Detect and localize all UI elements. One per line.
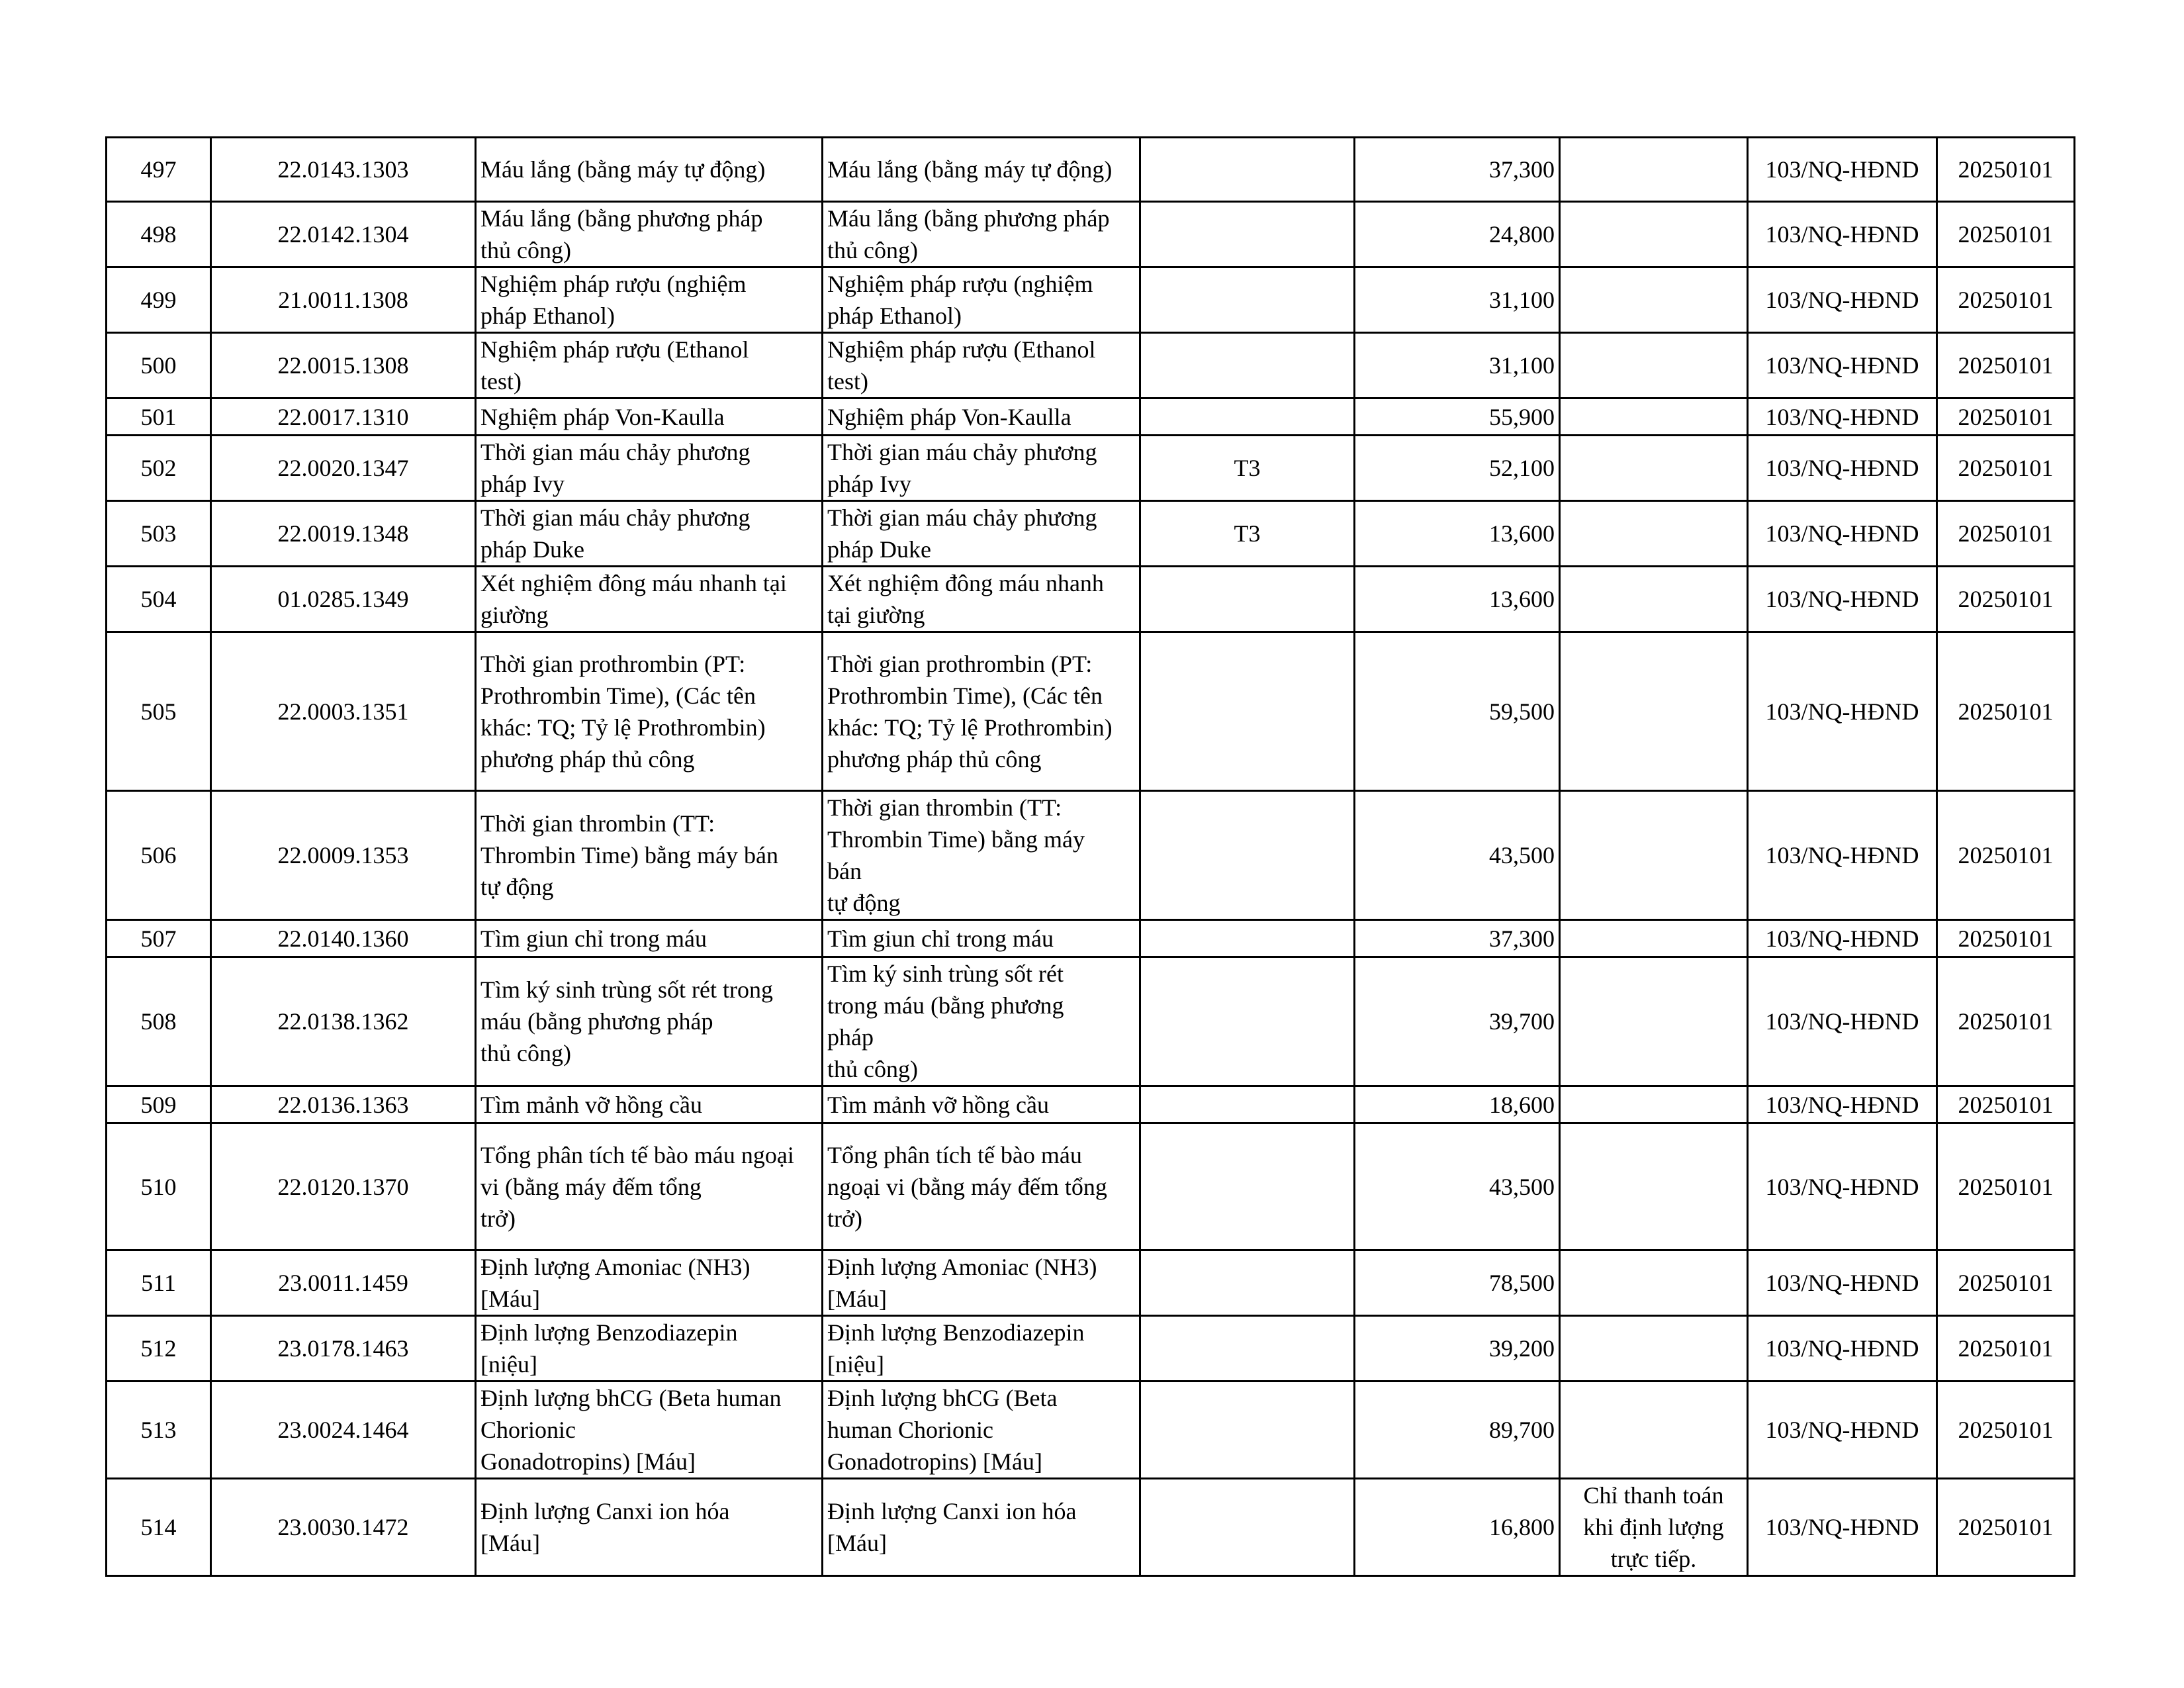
service-name-approved: Xét nghiệm đông máu nhanh tại giường xyxy=(823,567,1140,632)
resolution-number: 103/NQ-HĐND xyxy=(1748,436,1937,501)
service-note xyxy=(1560,501,1748,567)
table-row xyxy=(107,632,2075,791)
service-price: 39,700 xyxy=(1355,957,1560,1086)
service-class xyxy=(1140,267,1355,333)
service-name-approved: Tìm giun chỉ trong máu xyxy=(823,920,1140,957)
service-name: Máu lắng (bằng phương pháp thủ công) xyxy=(476,202,823,267)
resolution-number: 103/NQ-HĐND xyxy=(1748,267,1937,333)
table-row xyxy=(107,501,2075,567)
service-price: 78,500 xyxy=(1355,1250,1560,1316)
service-price: 16,800 xyxy=(1355,1479,1560,1576)
row-number: 513 xyxy=(107,1382,211,1479)
effective-date: 20250101 xyxy=(1937,567,2075,632)
service-name: Tìm mảnh vỡ hồng cầu xyxy=(476,1086,823,1123)
service-name-approved: Định lượng Benzodiazepin [niệu] xyxy=(823,1316,1140,1382)
resolution-number: 103/NQ-HĐND xyxy=(1748,791,1937,920)
service-code: 22.0009.1353 xyxy=(211,791,476,920)
effective-date: 20250101 xyxy=(1937,501,2075,567)
service-price: 37,300 xyxy=(1355,138,1560,202)
row-number: 500 xyxy=(107,333,211,399)
service-name-approved: Tìm mảnh vỡ hồng cầu xyxy=(823,1086,1140,1123)
effective-date: 20250101 xyxy=(1937,632,2075,791)
effective-date: 20250101 xyxy=(1937,333,2075,399)
effective-date: 20250101 xyxy=(1937,1479,2075,1576)
service-name-approved: Tìm ký sinh trùng sốt rét trong máu (bằng phương pháp thủ công) xyxy=(823,957,1140,1086)
service-name-approved: Định lượng Amoniac (NH3) [Máu] xyxy=(823,1250,1140,1316)
service-code: 23.0011.1459 xyxy=(211,1250,476,1316)
service-note xyxy=(1560,436,1748,501)
table-row xyxy=(107,436,2075,501)
service-note xyxy=(1560,791,1748,920)
resolution-number: 103/NQ-HĐND xyxy=(1748,920,1937,957)
service-code: 22.0142.1304 xyxy=(211,202,476,267)
service-name: Tổng phân tích tế bào máu ngoại vi (bằng máy đếm tổng trở) xyxy=(476,1123,823,1250)
effective-date: 20250101 xyxy=(1937,436,2075,501)
resolution-number: 103/NQ-HĐND xyxy=(1748,1316,1937,1382)
row-number: 505 xyxy=(107,632,211,791)
service-code: 22.0136.1363 xyxy=(211,1086,476,1123)
service-price: 55,900 xyxy=(1355,399,1560,436)
table-row xyxy=(107,1316,2075,1382)
service-note xyxy=(1560,1250,1748,1316)
service-price: 52,100 xyxy=(1355,436,1560,501)
row-number: 501 xyxy=(107,399,211,436)
service-price: 59,500 xyxy=(1355,632,1560,791)
resolution-number: 103/NQ-HĐND xyxy=(1748,632,1937,791)
service-name: Thời gian thrombin (TT: Thrombin Time) bằng máy bán tự động xyxy=(476,791,823,920)
effective-date: 20250101 xyxy=(1937,791,2075,920)
service-class xyxy=(1140,791,1355,920)
row-number: 509 xyxy=(107,1086,211,1123)
service-class xyxy=(1140,957,1355,1086)
service-name-approved: Thời gian prothrombin (PT: Prothrombin Time), (Các tên khác: TQ; Tỷ lệ Prothrombin) phương pháp thủ công xyxy=(823,632,1140,791)
service-code: 22.0120.1370 xyxy=(211,1123,476,1250)
table-row xyxy=(107,1479,2075,1576)
service-code: 22.0017.1310 xyxy=(211,399,476,436)
service-note xyxy=(1560,632,1748,791)
service-name: Xét nghiệm đông máu nhanh tại giường xyxy=(476,567,823,632)
service-price: 31,100 xyxy=(1355,267,1560,333)
service-code: 22.0015.1308 xyxy=(211,333,476,399)
service-note xyxy=(1560,1086,1748,1123)
service-name-approved: Nghiệm pháp Von-Kaulla xyxy=(823,399,1140,436)
service-class xyxy=(1140,333,1355,399)
row-number: 502 xyxy=(107,436,211,501)
table-row xyxy=(107,1123,2075,1250)
price-table xyxy=(105,136,2075,1577)
row-number: 508 xyxy=(107,957,211,1086)
effective-date: 20250101 xyxy=(1937,138,2075,202)
service-name: Định lượng Benzodiazepin [niệu] xyxy=(476,1316,823,1382)
service-price: 24,800 xyxy=(1355,202,1560,267)
table-row xyxy=(107,267,2075,333)
service-class xyxy=(1140,567,1355,632)
row-number: 503 xyxy=(107,501,211,567)
row-number: 497 xyxy=(107,138,211,202)
service-class: T3 xyxy=(1140,436,1355,501)
service-name: Nghiệm pháp Von-Kaulla xyxy=(476,399,823,436)
resolution-number: 103/NQ-HĐND xyxy=(1748,957,1937,1086)
service-name-approved: Thời gian máu chảy phương pháp Duke xyxy=(823,501,1140,567)
row-number: 511 xyxy=(107,1250,211,1316)
service-price: 89,700 xyxy=(1355,1382,1560,1479)
service-note xyxy=(1560,567,1748,632)
row-number: 506 xyxy=(107,791,211,920)
service-name: Tìm giun chỉ trong máu xyxy=(476,920,823,957)
service-name: Thời gian máu chảy phương pháp Duke xyxy=(476,501,823,567)
effective-date: 20250101 xyxy=(1937,1382,2075,1479)
service-price: 13,600 xyxy=(1355,501,1560,567)
service-note xyxy=(1560,138,1748,202)
effective-date: 20250101 xyxy=(1937,267,2075,333)
service-price: 43,500 xyxy=(1355,791,1560,920)
table-row xyxy=(107,399,2075,436)
service-code: 23.0030.1472 xyxy=(211,1479,476,1576)
effective-date: 20250101 xyxy=(1937,1086,2075,1123)
service-class xyxy=(1140,138,1355,202)
service-code: 22.0138.1362 xyxy=(211,957,476,1086)
service-code: 22.0003.1351 xyxy=(211,632,476,791)
row-number: 507 xyxy=(107,920,211,957)
service-note xyxy=(1560,333,1748,399)
resolution-number: 103/NQ-HĐND xyxy=(1748,1382,1937,1479)
service-price: 43,500 xyxy=(1355,1123,1560,1250)
table-row xyxy=(107,202,2075,267)
resolution-number: 103/NQ-HĐND xyxy=(1748,1123,1937,1250)
resolution-number: 103/NQ-HĐND xyxy=(1748,1479,1937,1576)
service-name: Tìm ký sinh trùng sốt rét trong máu (bằng phương pháp thủ công) xyxy=(476,957,823,1086)
service-class xyxy=(1140,1479,1355,1576)
row-number: 498 xyxy=(107,202,211,267)
table-row xyxy=(107,957,2075,1086)
resolution-number: 103/NQ-HĐND xyxy=(1748,202,1937,267)
service-name-approved: Thời gian máu chảy phương pháp Ivy xyxy=(823,436,1140,501)
service-code: 21.0011.1308 xyxy=(211,267,476,333)
service-name-approved: Tổng phân tích tế bào máu ngoại vi (bằng máy đếm tổng trở) xyxy=(823,1123,1140,1250)
service-code: 22.0140.1360 xyxy=(211,920,476,957)
service-note xyxy=(1560,1316,1748,1382)
service-code: 23.0024.1464 xyxy=(211,1382,476,1479)
service-class xyxy=(1140,1316,1355,1382)
service-name-approved: Định lượng bhCG (Beta human Chorionic Gonadotropins) [Máu] xyxy=(823,1382,1140,1479)
service-price: 39,200 xyxy=(1355,1316,1560,1382)
service-name: Định lượng Canxi ion hóa [Máu] xyxy=(476,1479,823,1576)
resolution-number: 103/NQ-HĐND xyxy=(1748,1250,1937,1316)
service-class xyxy=(1140,632,1355,791)
effective-date: 20250101 xyxy=(1937,1316,2075,1382)
service-name: Nghiệm pháp rượu (nghiệm pháp Ethanol) xyxy=(476,267,823,333)
effective-date: 20250101 xyxy=(1937,957,2075,1086)
service-class xyxy=(1140,202,1355,267)
service-name-approved: Thời gian thrombin (TT: Thrombin Time) bằng máy bán tự động xyxy=(823,791,1140,920)
service-note xyxy=(1560,202,1748,267)
resolution-number: 103/NQ-HĐND xyxy=(1748,333,1937,399)
row-number: 504 xyxy=(107,567,211,632)
service-name: Định lượng bhCG (Beta human Chorionic Gonadotropins) [Máu] xyxy=(476,1382,823,1479)
table-row xyxy=(107,333,2075,399)
service-note xyxy=(1560,267,1748,333)
service-name-approved: Định lượng Canxi ion hóa [Máu] xyxy=(823,1479,1140,1576)
effective-date: 20250101 xyxy=(1937,399,2075,436)
service-class xyxy=(1140,1250,1355,1316)
table-row xyxy=(107,567,2075,632)
service-price: 31,100 xyxy=(1355,333,1560,399)
service-note: Chỉ thanh toán khi định lượng trực tiếp. xyxy=(1560,1479,1748,1576)
service-code: 01.0285.1349 xyxy=(211,567,476,632)
table-row xyxy=(107,791,2075,920)
resolution-number: 103/NQ-HĐND xyxy=(1748,501,1937,567)
service-note xyxy=(1560,920,1748,957)
service-name-approved: Nghiệm pháp rượu (nghiệm pháp Ethanol) xyxy=(823,267,1140,333)
service-code: 23.0178.1463 xyxy=(211,1316,476,1382)
table-row xyxy=(107,920,2075,957)
service-note xyxy=(1560,1382,1748,1479)
service-name-approved: Nghiệm pháp rượu (Ethanol test) xyxy=(823,333,1140,399)
resolution-number: 103/NQ-HĐND xyxy=(1748,567,1937,632)
service-class: T3 xyxy=(1140,501,1355,567)
service-name: Nghiệm pháp rượu (Ethanol test) xyxy=(476,333,823,399)
service-price: 37,300 xyxy=(1355,920,1560,957)
service-name: Định lượng Amoniac (NH3) [Máu] xyxy=(476,1250,823,1316)
row-number: 510 xyxy=(107,1123,211,1250)
effective-date: 20250101 xyxy=(1937,1250,2075,1316)
row-number: 499 xyxy=(107,267,211,333)
effective-date: 20250101 xyxy=(1937,920,2075,957)
service-code: 22.0020.1347 xyxy=(211,436,476,501)
service-note xyxy=(1560,399,1748,436)
service-name: Thời gian prothrombin (PT: Prothrombin Time), (Các tên khác: TQ; Tỷ lệ Prothrombin) phương pháp thủ công xyxy=(476,632,823,791)
row-number: 514 xyxy=(107,1479,211,1576)
table-row xyxy=(107,1250,2075,1316)
service-price: 18,600 xyxy=(1355,1086,1560,1123)
service-class xyxy=(1140,399,1355,436)
service-name-approved: Máu lắng (bằng máy tự động) xyxy=(823,138,1140,202)
service-note xyxy=(1560,957,1748,1086)
resolution-number: 103/NQ-HĐND xyxy=(1748,1086,1937,1123)
resolution-number: 103/NQ-HĐND xyxy=(1748,399,1937,436)
resolution-number: 103/NQ-HĐND xyxy=(1748,138,1937,202)
service-class xyxy=(1140,920,1355,957)
service-price: 13,600 xyxy=(1355,567,1560,632)
effective-date: 20250101 xyxy=(1937,1123,2075,1250)
service-name-approved: Máu lắng (bằng phương pháp thủ công) xyxy=(823,202,1140,267)
service-class xyxy=(1140,1382,1355,1479)
service-name: Máu lắng (bằng máy tự động) xyxy=(476,138,823,202)
table-row xyxy=(107,1086,2075,1123)
service-name: Thời gian máu chảy phương pháp Ivy xyxy=(476,436,823,501)
service-class xyxy=(1140,1123,1355,1250)
effective-date: 20250101 xyxy=(1937,202,2075,267)
table-row xyxy=(107,138,2075,202)
row-number: 512 xyxy=(107,1316,211,1382)
service-code: 22.0019.1348 xyxy=(211,501,476,567)
service-class xyxy=(1140,1086,1355,1123)
service-code: 22.0143.1303 xyxy=(211,138,476,202)
service-note xyxy=(1560,1123,1748,1250)
table-row xyxy=(107,1382,2075,1479)
